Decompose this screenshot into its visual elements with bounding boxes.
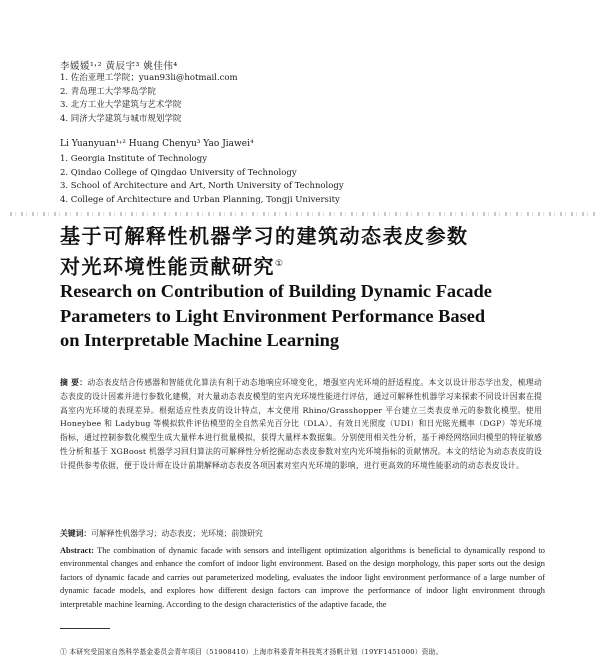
keywords-cn-text: 可解释性机器学习；动态表皮；光环境；前馈研究 — [91, 529, 263, 538]
abstract-cn-label: 摘 要： — [60, 378, 88, 387]
affiliation-cn-4: 4. 同济大学建筑与城市规划学院 — [60, 113, 182, 124]
title-cn-footnote-mark: ① — [275, 259, 285, 269]
authors-en: Li Yuanyuan¹˒² Huang Chenyu³ Yao Jiawei⁴ — [60, 139, 254, 149]
abstract-cn — [60, 376, 542, 473]
footnote-rule — [60, 628, 110, 629]
keywords-cn-label: 关键词： — [60, 529, 92, 538]
title-en-line-3: on Interpretable Machine Learning — [60, 330, 340, 351]
affiliation-cn-3: 3. 北方工业大学建筑与艺术学院 — [60, 100, 182, 111]
affiliation-en-1: 1. Georgia Institute of Technology — [60, 154, 208, 164]
funding-footnote: ① 本研究受国家自然科学基金委员会青年项目（51908410）上海市科委青年科技英才扬帆计划（19YF1451000）资助。 — [60, 648, 443, 656]
title-cn-line-2: 对光环境性能贡献研究① — [60, 254, 285, 279]
abstract-en — [60, 544, 545, 611]
scan-noise-divider — [10, 212, 595, 216]
title-cn-line-1: 基于可解释性机器学习的建筑动态表皮参数 — [60, 224, 469, 248]
affiliation-en-2: 2. Qindao College of Qingdao University of Technology — [60, 167, 297, 178]
title-cn — [60, 222, 560, 281]
affiliation-en-4: 4. College of Architecture and Urban Planning, Tongji University — [60, 194, 340, 205]
affiliation-cn-2: 2. 青岛理工大学琴岛学院 — [60, 86, 156, 97]
affiliation-cn-1: 1. 佐治亚理工学院；yuan93li@hotmail.com — [60, 73, 238, 83]
affiliations-en — [60, 153, 344, 207]
affiliation-en-3: 3. School of Architecture and Art, North University of Technology — [60, 181, 344, 192]
abstract-en-label: Abstract: — [60, 546, 94, 555]
keywords-cn — [60, 528, 263, 539]
abstract-en-text: The combination of dynamic facade with sensors and intelligent optimization algorithms is beneficial to dynamically respond to environmental changes and enhance the comfort of indoor light environment. Based on the design morphology, this paper sorts out the design factors of dynamic facade and carries out parameterized modeling, evaluates the indoor light environment performance of a large number of dynamic facade models, and explores how different design factors can improve the performance of indoor light environment through interpretable machine learning. According to the design characteristics of the adaptive facade, the — [60, 546, 545, 609]
title-en-line-2: Parameters to Light Environment Performance Based — [60, 305, 486, 326]
title-en-line-1: Research on Contribution of Building Dynamic Facade — [60, 281, 492, 301]
affiliations-cn — [60, 72, 238, 126]
title-en — [60, 279, 560, 353]
abstract-cn-text: 动态表皮结合传感器和智能优化算法有利于动态地响应环境变化，增强室内光环境的舒适程度。本文以设计形态学出发，梳理动态表皮的设计因素并进行参数化建模，对大量动态表皮模型的室内光环境性能进行评估，通过可解释性机器学习来探索不同设计因素在提高室内光环境的表现差异。根据适应性表皮的设计特点，本文使用 Rhino/Grasshopper 平台建立三类表皮单元的参数化模型。使用 Honeybee 和 Ladybug 等模拟软件评估模型的全自然采光百分比（DLA）、有效日光照度（UDI）和日光眩光概率（DGP）等光环境指标，通过控制参数化模型生成大量样本进行批量模拟，获得大量样本数据集。分别使用相关性分析，基于神经网络回归模型的特征敏感性分析和基于 XGBoost 机器学习回归算法的可解释性分析挖掘动态表皮参数对室内光环境指标的贡献情况。本文的结论为动态表皮的设计提供参考依据，便于设计师在设计前期解释动态表皮各项因素对室内光环境的影响，进行更高效的环境性能驱动的动态表皮设计。 — [60, 378, 542, 470]
authors-cn: 李媛媛¹˒² 黄辰宇³ 姚佳伟⁴ — [60, 61, 178, 72]
